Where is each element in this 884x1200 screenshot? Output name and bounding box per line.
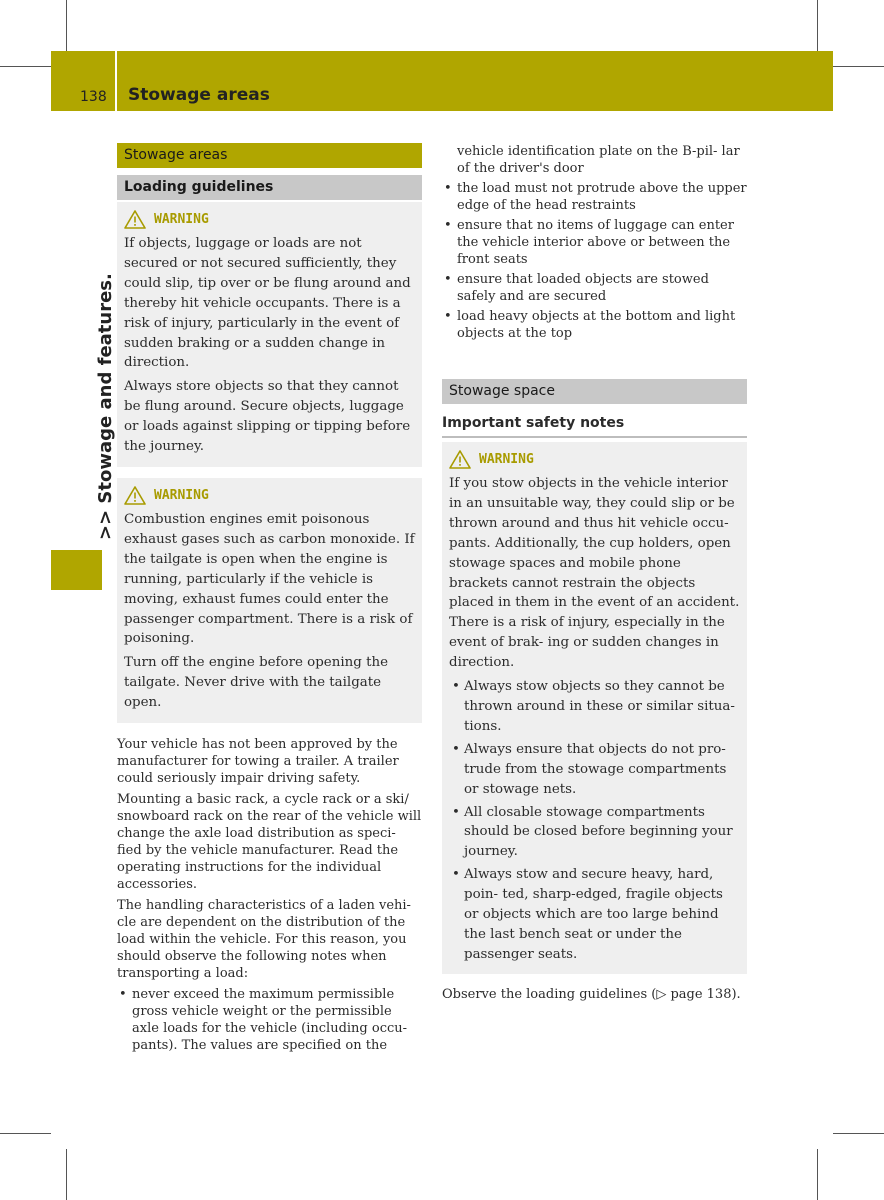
left-column <box>117 143 422 1057</box>
crop-mark <box>833 66 884 67</box>
crop-mark <box>833 1133 884 1134</box>
warning-triangle-icon <box>449 450 471 469</box>
list-item-continuation: vehicle identification plate on the B-pil- lar of the driver's door <box>457 144 740 176</box>
crop-mark <box>0 66 51 67</box>
crop-mark <box>66 0 67 51</box>
page-number: 138 <box>80 89 107 105</box>
warning-title <box>449 450 740 469</box>
bullet-list <box>442 180 747 342</box>
page-title: Stowage areas <box>128 85 270 105</box>
list-item: • ensure that loaded objects are stowed safely and are secured <box>442 271 747 305</box>
warning-label: WARNING <box>154 212 209 227</box>
right-column <box>442 143 747 1007</box>
body-paragraph: Mounting a basic rack, a cycle rack or a ski/ snowboard rack on the rear of the vehicle will change the axle load distribution as speci- fied by the vehicle manufacturer. Read the operating instructions for the individual accessories. <box>117 792 422 893</box>
side-tab-marker <box>51 550 102 590</box>
crop-mark <box>817 0 818 51</box>
list-item: • All closable stowage compartments should be closed before beginning your journey. <box>449 803 740 863</box>
body-paragraph: Your vehicle has not been approved by the manufacturer for towing a trailer. A trailer could seriously impair driving safety. <box>117 737 399 787</box>
warning-text: If you stow objects in the vehicle interior in an unsuitable way, they could slip or be thrown around and thus hit vehicle occu- pants. Additionally, the cup holders, open stowage spaces and mobile phone brackets cannot restrain the objects placed in them in the event of an accident. There is a risk of injury, especially in the event of brak- ing or sudden changes in direction. <box>449 476 740 671</box>
warning-text: Combustion engines emit poisonous exhaust gases such as carbon monoxide. If the tailgate is open when the engine is running, particularly if the vehicle is moving, exhaust fumes could enter the passenger compartment. There is a risk of poisoning. <box>124 511 415 647</box>
section-heading-stowage-areas: Stowage areas <box>117 143 422 168</box>
list-item: • Always ensure that objects do not pro- trude from the stowage compartments or stowage nets. <box>449 740 740 800</box>
list-item: • load heavy objects at the bottom and light objects at the top <box>442 308 747 342</box>
warning-triangle-icon <box>124 210 146 229</box>
crop-mark <box>66 1149 67 1200</box>
subheading-important-safety-notes: Important safety notes <box>442 414 747 438</box>
header-divider <box>115 51 117 111</box>
warning-box <box>117 478 422 723</box>
list-item: • never exceed the maximum permissible gross vehicle weight or the permissible axle loads for the vehicle (including occu- pants). The values are specified on the <box>117 986 422 1054</box>
list-item: • Always stow and secure heavy, hard, poin- ted, sharp-edged, fragile objects or objects which are too large behind the last bench seat or under the passenger seats. <box>449 865 740 965</box>
warning-text: Always store objects so that they cannot be flung around. Secure objects, luggage or loads against slipping or tipping before the journey. <box>124 379 411 455</box>
section-heading-stowage-space: Stowage space <box>442 379 747 404</box>
bullet-list <box>117 986 422 1054</box>
side-tab-label: >> Stowage and features. <box>95 273 116 540</box>
warning-box <box>442 442 747 974</box>
list-item: • ensure that no items of luggage can enter the vehicle interior above or between the front seats <box>442 217 747 268</box>
cross-reference-text: Observe the loading guidelines (▷ page 138). <box>442 986 741 1002</box>
warning-text: Turn off the engine before opening the tailgate. Never drive with the tailgate open. <box>124 655 389 711</box>
crop-mark <box>0 1133 51 1134</box>
warning-triangle-icon <box>124 486 146 505</box>
warning-label: WARNING <box>479 452 534 467</box>
warning-title <box>124 210 415 229</box>
warning-text: If objects, luggage or loads are not secured or not secured sufficiently, they could slip, tip over or be flung around and thereby hit vehicle occupants. There is a risk of injury, particularly in the event of sudden braking or a sudden change in direction. <box>124 236 411 371</box>
list-item: • the load must not protrude above the upper edge of the head restraints <box>442 180 747 214</box>
subheading-loading-guidelines: Loading guidelines <box>117 175 422 200</box>
warning-bullet-list <box>449 677 740 965</box>
warning-box <box>117 202 422 467</box>
warning-title <box>124 486 415 505</box>
crop-mark <box>817 1149 818 1200</box>
warning-label: WARNING <box>154 487 209 503</box>
body-paragraph: The handling characteristics of a laden vehi- cle are dependent on the distribution of the load within the vehicle. For this reason, you should observe the following notes when transporting a load: <box>117 898 411 982</box>
list-item: • Always stow objects so they cannot be thrown around in these or similar situa- tions. <box>449 677 740 737</box>
